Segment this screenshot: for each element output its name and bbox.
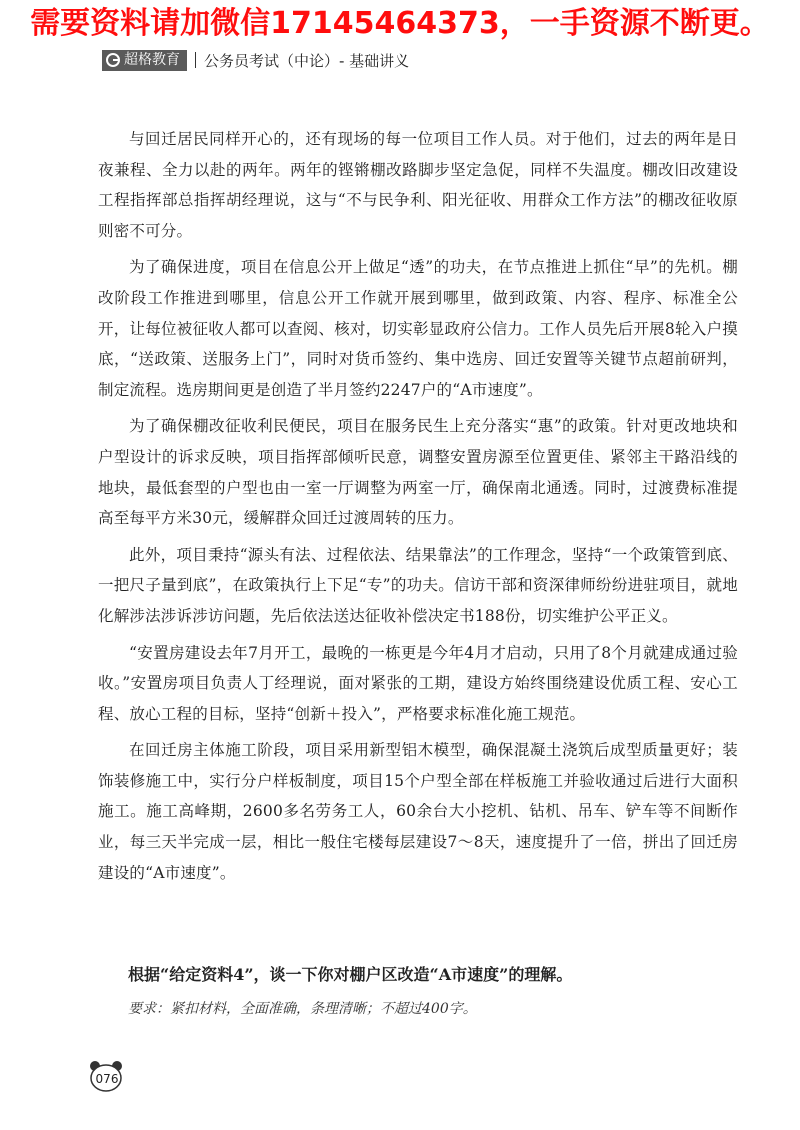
paragraph: 为了确保棚改征收利民便民，项目在服务民生上充分落实“惠”的政策。针对更改地块和户型设计的诉求反映，项目指挥部倾听民意，调整安置房源至位置更佳、紧邻主干路沿线的地块，最低套型的户型也由一室一厅调整为两室一厅，确保南北通透。同时，过渡费标准提高至每平方米30元，缓解群众回迁过渡周转的压力。 [98,417,738,528]
page-number: 076 [95,1072,119,1086]
logo-text: 超格教育 [124,51,180,68]
brand-logo [102,50,187,71]
question-requirement: 要求：紧扣材料，全面准确，条理清晰；不超过400字。 [128,1001,477,1017]
page-number-badge [88,1058,124,1092]
paragraph: 在回迁房主体施工阶段，项目采用新型铝木模型，确保混凝土浇筑后成型质量更好；装饰装修施工中，实行分户样板制度，项目15个户型全部在样板施工并验收通过后进行大面积施工。施工高峰期，2600多名劳务工人，60余台大小挖机、钻机、吊车、铲车等不间断作业，每三天半完成一层，相比一般住宅楼每层建设7～8天，速度提升了一倍，拼出了回迁房建设的“A市速度”。 [98,741,738,882]
question-prompt: 根据“给定资料4”，谈一下你对棚户区改造“A市速度”的理解。 [128,965,573,984]
page-header [102,49,409,71]
header-title: 公务员考试（中论）- 基础讲义 [204,51,410,70]
paragraph: 此外，项目秉持“源头有法、过程依法、结果靠法”的工作理念，坚持“一个政策管到底、一把尺子量到底”，在政策执行上下足“专”的功夫。信访干部和资深律师纷纷进驻项目，就地化解涉法涉诉涉访问题，先后依法送达征收补偿决定书188份，切实维护公平正义。 [98,545,738,625]
article-body [98,124,738,888]
paragraph: 为了确保进度，项目在信息公开上做足“透”的功夫，在节点推进上抓住“早”的先机。棚改阶段工作推进到哪里，信息公开工作就开展到哪里，做到政策、内容、程序、标准全公开，让每位被征收人都可以查阅、核对，切实彰显政府公信力。工作人员先后开展8轮入户摸底，“送政策、送服务上门”，同时对货币签约、集中选房、回迁安置等关键节点超前研判，制定流程。选房期间更是创造了半月签约2247户的“A市速度”。 [98,258,738,399]
logo-icon [106,53,120,67]
paragraph: “安置房建设去年7月开工，最晚的一栋更是今年4月才启动，只用了8个月就建成通过验收。”安置房项目负责人丁经理说，面对紧张的工期，建设方始终围绕建设优质工程、安心工程、放心工程的目标，坚持“创新＋投入”，严格要求标准化施工规范。 [98,643,738,723]
header-divider [195,52,196,68]
paragraph: 与回迁居民同样开心的，还有现场的每一位项目工作人员。对于他们，过去的两年是日夜兼程、全力以赴的两年。两年的铿锵棚改路脚步坚定急促，同样不失温度。棚改旧改建设工程指挥部总指挥胡经理说，这与“不与民争利、阳光征收、用群众工作方法”的棚改征收原则密不可分。 [98,130,738,240]
watermark-text: 需要资料请加微信17145464373，一手资源不断更。 [30,6,770,41]
